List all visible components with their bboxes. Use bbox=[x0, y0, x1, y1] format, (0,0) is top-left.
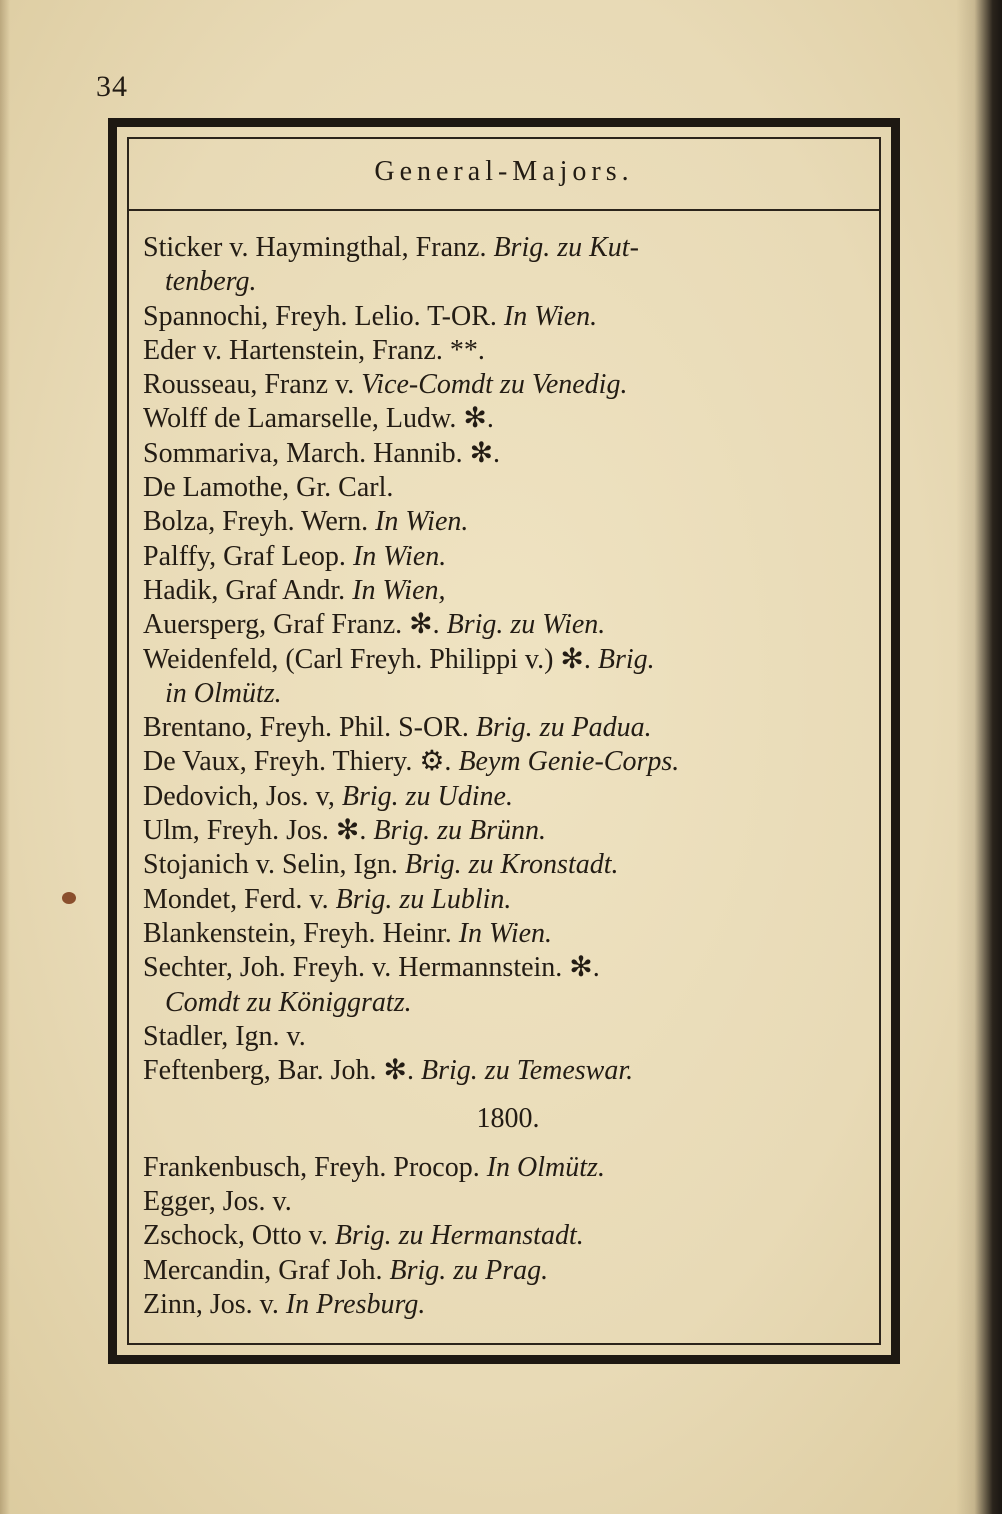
entry-name: Mercandin, Graf Joh. bbox=[143, 1254, 383, 1286]
entry-name: Zschock, Otto v. bbox=[143, 1220, 328, 1252]
entry-line bbox=[143, 437, 873, 471]
entry-name: Mondet, Ferd. v. bbox=[143, 883, 329, 915]
entry-name: De Vaux, Freyh. Thiery. ⚙. bbox=[143, 746, 452, 778]
inner-frame bbox=[127, 137, 881, 1345]
entry-posting: In Olmütz. bbox=[479, 1151, 605, 1183]
page-number: 34 bbox=[96, 70, 128, 103]
ink-stain bbox=[62, 892, 76, 904]
entry-name: Hadik, Graf Andr. bbox=[143, 574, 346, 606]
entry-line bbox=[143, 608, 873, 642]
entry-posting: tenberg. bbox=[165, 266, 257, 298]
entry-name: Zinn, Jos. v. bbox=[143, 1288, 279, 1320]
entry-continuation bbox=[143, 986, 873, 1020]
entry-name: Sommariva, March. Hannib. ✻. bbox=[143, 437, 501, 469]
entry-list bbox=[143, 231, 873, 1322]
heading-box bbox=[129, 139, 879, 211]
entry-line bbox=[143, 540, 873, 574]
entry-name: Wolff de Lamarselle, Ludw. ✻. bbox=[143, 403, 494, 435]
entry-name: Palffy, Graf Leop. bbox=[143, 540, 346, 572]
entry-line bbox=[143, 334, 873, 368]
entry-line bbox=[143, 951, 873, 985]
entry-line bbox=[143, 711, 873, 745]
border-frame bbox=[108, 118, 900, 1364]
entry-continuation bbox=[143, 677, 873, 711]
entry-name: Auersperg, Graf Franz. ✻. bbox=[143, 609, 440, 641]
entry-posting: In Wien. bbox=[368, 506, 469, 538]
entry-posting: In Presburg. bbox=[278, 1288, 426, 1320]
page-binding-shadow bbox=[956, 0, 1002, 1514]
entry-line bbox=[143, 883, 873, 917]
entry-line bbox=[143, 1185, 873, 1219]
entry-posting: Brig. zu Kronstadt. bbox=[397, 849, 619, 881]
entry-posting: Vice-Comdt zu Venedig. bbox=[354, 369, 628, 401]
entry-line bbox=[143, 231, 873, 265]
entry-continuation bbox=[143, 265, 873, 299]
section-heading: General-Majors. bbox=[374, 156, 634, 187]
entry-line bbox=[143, 917, 873, 951]
entry-posting: Brig. zu Lublin. bbox=[328, 883, 512, 915]
page-left-edge bbox=[0, 0, 10, 1514]
entry-line bbox=[143, 814, 873, 848]
entry-posting: Brig. zu Udine. bbox=[334, 780, 513, 812]
entry-line bbox=[143, 780, 873, 814]
entry-name: De Lamothe, Gr. Carl. bbox=[143, 472, 394, 504]
entry-line bbox=[143, 1219, 873, 1253]
entry-line bbox=[143, 848, 873, 882]
entry-line bbox=[143, 471, 873, 505]
entry-name: Ulm, Freyh. Jos. ✻. bbox=[143, 815, 367, 847]
entry-line bbox=[143, 1020, 873, 1054]
entry-posting: in Olmütz. bbox=[165, 677, 282, 709]
entry-line bbox=[143, 745, 873, 779]
entry-line bbox=[143, 1151, 873, 1185]
entry-name: Sticker v. Haymingthal, Franz. bbox=[143, 232, 487, 263]
entry-posting: In Wien. bbox=[345, 540, 447, 572]
entry-name: Feftenberg, Bar. Joh. ✻. bbox=[143, 1055, 415, 1087]
entry-posting: In Wien. bbox=[451, 917, 553, 949]
entry-line bbox=[143, 300, 873, 334]
entry-line bbox=[143, 1054, 873, 1088]
entry-line bbox=[143, 402, 873, 436]
entry-posting: Beym Genie-Corps. bbox=[451, 746, 680, 778]
entry-name: Blankenstein, Freyh. Heinr. bbox=[143, 917, 452, 949]
entry-line bbox=[143, 643, 873, 677]
entry-name: Eder v. Hartenstein, Franz. **. bbox=[143, 334, 485, 366]
entry-posting: Brig. zu Hermanstadt. bbox=[327, 1220, 584, 1252]
entry-line bbox=[143, 505, 873, 539]
entry-name: Egger, Jos. v. bbox=[143, 1186, 292, 1218]
entry-posting: Comdt zu Königgratz. bbox=[165, 986, 412, 1018]
entry-name: Frankenbusch, Freyh. Procop. bbox=[143, 1151, 480, 1183]
entry-posting: Brig. zu Temeswar. bbox=[414, 1055, 634, 1087]
entry-posting: Brig. zu Kut- bbox=[486, 232, 639, 263]
entry-posting: Brig. zu Brünn. bbox=[366, 815, 547, 847]
entry-posting: In Wien, bbox=[345, 574, 446, 606]
entry-name: Spannochi, Freyh. Lelio. T-OR. bbox=[143, 300, 497, 332]
entry-posting: In Wien. bbox=[496, 300, 598, 332]
entry-name: Rousseau, Franz v. bbox=[143, 369, 355, 401]
entry-posting: Brig. bbox=[590, 643, 655, 675]
entry-posting: Brig. zu Wien. bbox=[439, 609, 606, 641]
entry-name: Bolza, Freyh. Wern. bbox=[143, 506, 369, 538]
entry-posting: Brig. zu Prag. bbox=[382, 1254, 549, 1286]
year-heading: 1800. bbox=[476, 1103, 540, 1135]
entry-line bbox=[143, 1254, 873, 1288]
entry-name: Stojanich v. Selin, Ign. bbox=[143, 849, 398, 881]
entry-posting: Brig. zu Padua. bbox=[468, 712, 652, 744]
entry-line bbox=[143, 1288, 873, 1322]
entry-name: Brentano, Freyh. Phil. S-OR. bbox=[143, 712, 469, 744]
entry-name: Sechter, Joh. Freyh. v. Hermannstein. ✻. bbox=[143, 952, 600, 984]
entry-name: Weidenfeld, (Carl Freyh. Philippi v.) ✻. bbox=[143, 643, 591, 675]
entry-name: Dedovich, Jos. v, bbox=[143, 780, 335, 812]
entry-name: Stadler, Ign. v. bbox=[143, 1020, 306, 1052]
entry-line bbox=[143, 368, 873, 402]
entry-line bbox=[143, 574, 873, 608]
